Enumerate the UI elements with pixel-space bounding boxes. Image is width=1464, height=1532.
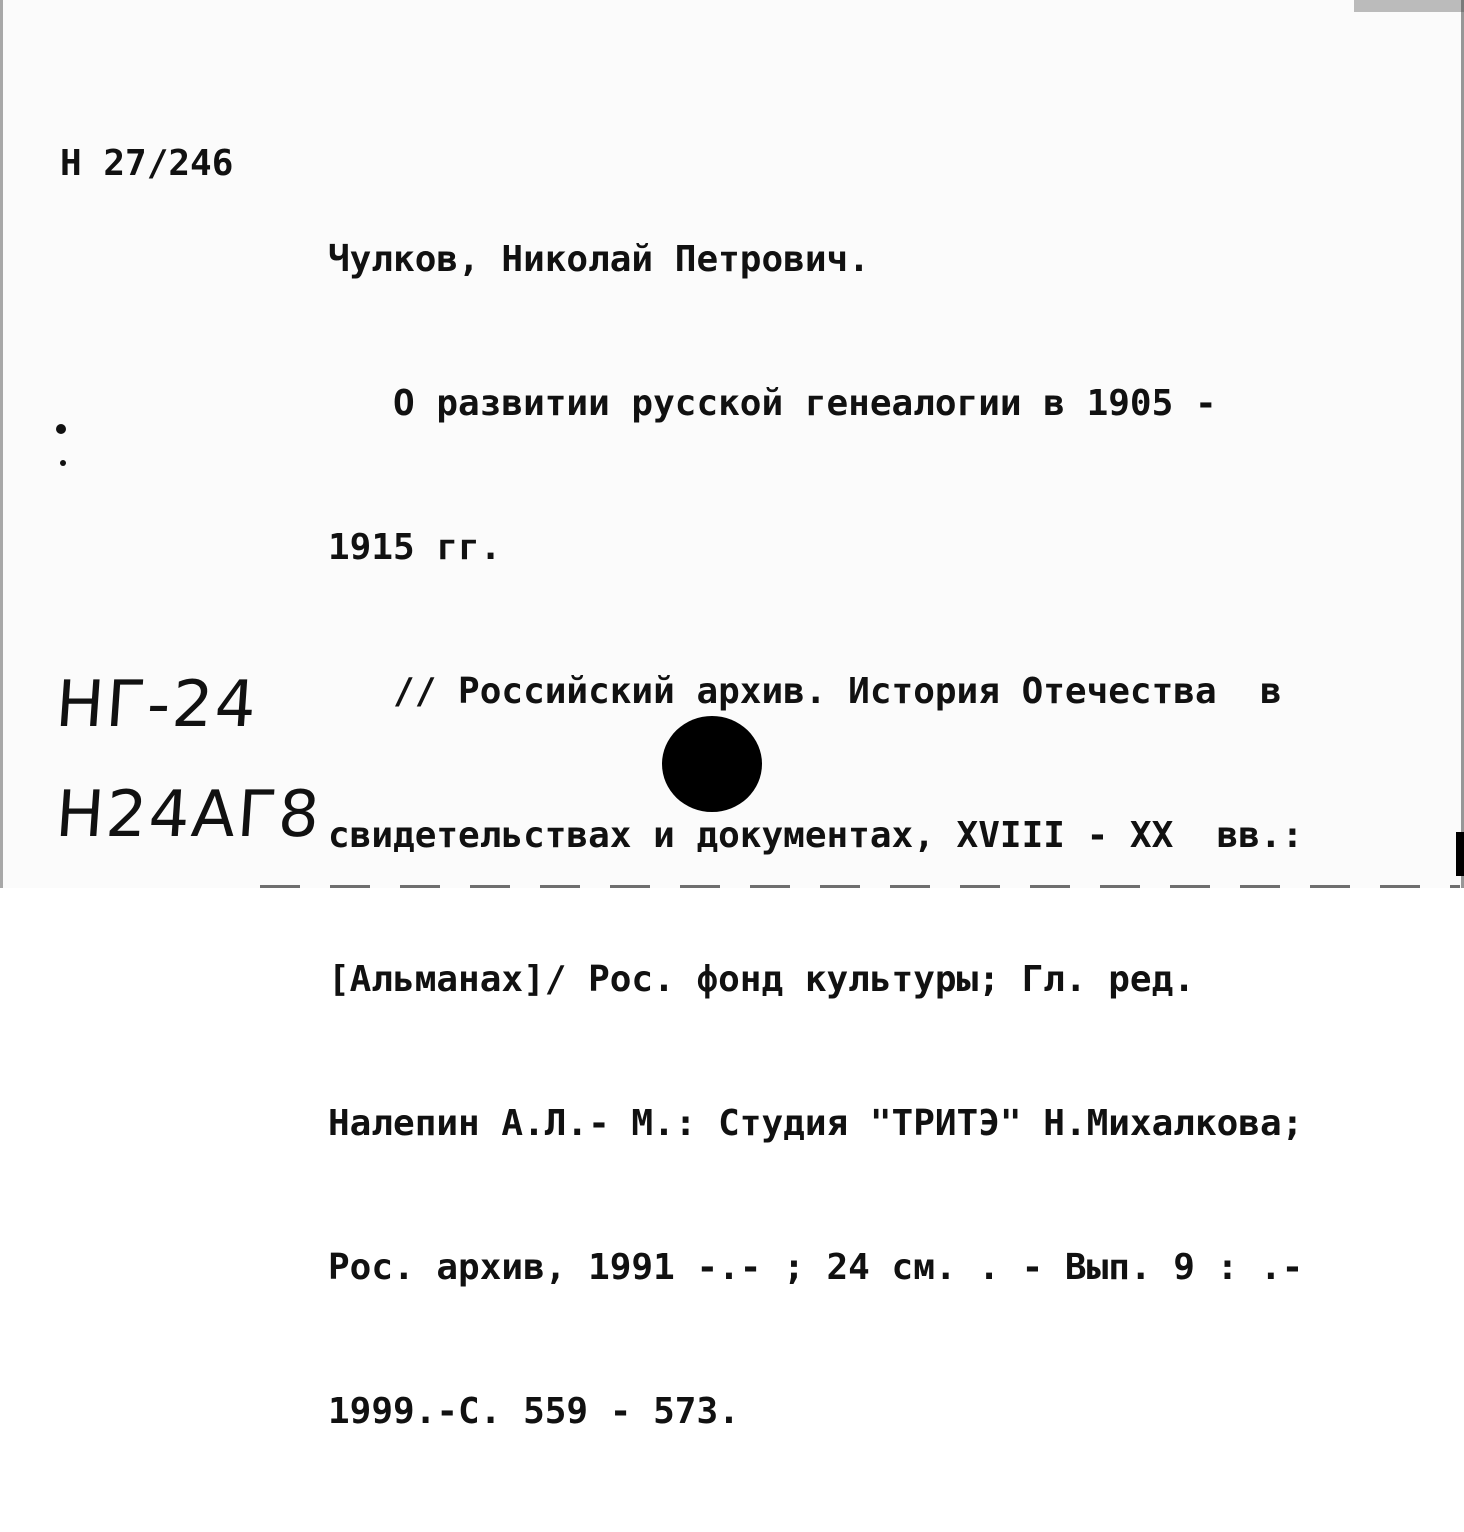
entry-title-line: О развитии русской генеалогии в 1905 - bbox=[328, 383, 1217, 424]
entry-source-line: свидетельствах и документах, XVIII - XX вв.: bbox=[328, 815, 1304, 856]
scan-bottom-edge bbox=[260, 885, 1460, 888]
scan-smudge bbox=[1354, 0, 1464, 12]
entry-source-line: // Российский архив. История Отечества в bbox=[328, 671, 1282, 712]
entry-pages-line: 1999.-С. 559 - 573. bbox=[328, 1391, 740, 1432]
handwritten-note: Н24АГ8 bbox=[53, 778, 324, 852]
scan-edge-mark bbox=[1456, 832, 1464, 876]
punch-hole bbox=[662, 716, 762, 812]
entry-source-line: Налепин А.Л.- М.: Студия "ТРИТЭ" Н.Михалкова; bbox=[328, 1103, 1304, 1144]
ink-speck bbox=[60, 460, 66, 466]
entry-author: Чулков, Николай Петрович. bbox=[328, 239, 870, 280]
entry-source-line: [Альманах]/ Рос. фонд культуры; Гл. ред. bbox=[328, 959, 1195, 1000]
handwritten-note: НГ-24 bbox=[53, 668, 261, 742]
entry-title-line: 1915 гг. bbox=[328, 527, 502, 568]
bibliographic-entry bbox=[328, 140, 1428, 1532]
card-left-edge bbox=[0, 0, 3, 888]
entry-source-line: Рос. архив, 1991 -.- ; 24 см. . - Вып. 9 : .- bbox=[328, 1247, 1304, 1288]
call-number: Н 27/246 bbox=[60, 143, 234, 184]
ink-speck bbox=[56, 424, 66, 434]
